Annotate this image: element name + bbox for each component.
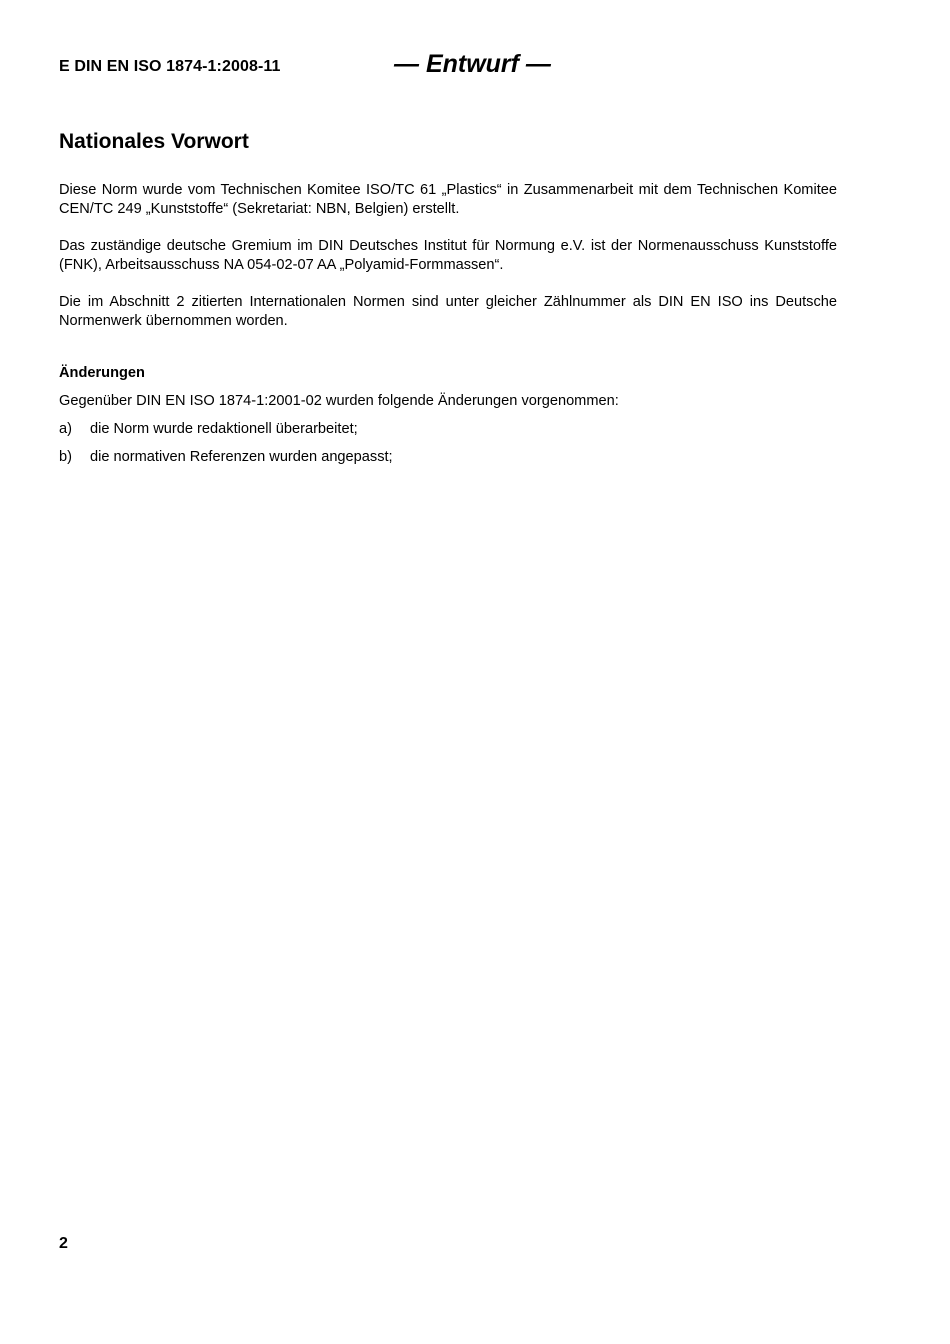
page-number: 2 xyxy=(59,1235,68,1252)
changes-list-item xyxy=(59,449,393,465)
list-item-text: die Norm wurde redaktionell überarbeitet; xyxy=(90,421,358,437)
list-item-marker: b) xyxy=(59,449,72,465)
list-item-text: die normativen Referenzen wurden angepasst; xyxy=(90,449,393,465)
changes-list-item xyxy=(59,421,358,437)
changes-intro: Gegenüber DIN EN ISO 1874-1:2001-02 wurden folgende Änderungen vorgenommen: xyxy=(59,393,619,409)
changes-heading: Änderungen xyxy=(59,365,145,381)
paragraph-committee: Diese Norm wurde vom Technischen Komitee ISO/TC 61 „Plastics“ in Zusammenarbeit mit dem Technischen Komitee CEN/TC 249 „Kunststoffe“ (Sekretariat: NBN, Belgien) erstellt. xyxy=(59,182,837,217)
header-draft-label: — Entwurf — xyxy=(394,50,551,78)
header-document-id: E DIN EN ISO 1874-1:2008-11 xyxy=(59,58,281,75)
paragraph-cited-standards: Die im Abschnitt 2 zitierten Internationalen Normen sind unter gleicher Zählnummer als DIN EN ISO ins Deutsche Normenwerk übernommen worden. xyxy=(59,294,837,329)
page-title: Nationales Vorwort xyxy=(59,130,249,153)
list-item-marker: a) xyxy=(59,421,72,437)
paragraph-national-body: Das zuständige deutsche Gremium im DIN Deutsches Institut für Normung e.V. ist der Normenausschuss Kunststoffe (FNK), Arbeitsausschuss NA 054-02-07 AA „Polyamid-Formmassen“. xyxy=(59,238,837,273)
